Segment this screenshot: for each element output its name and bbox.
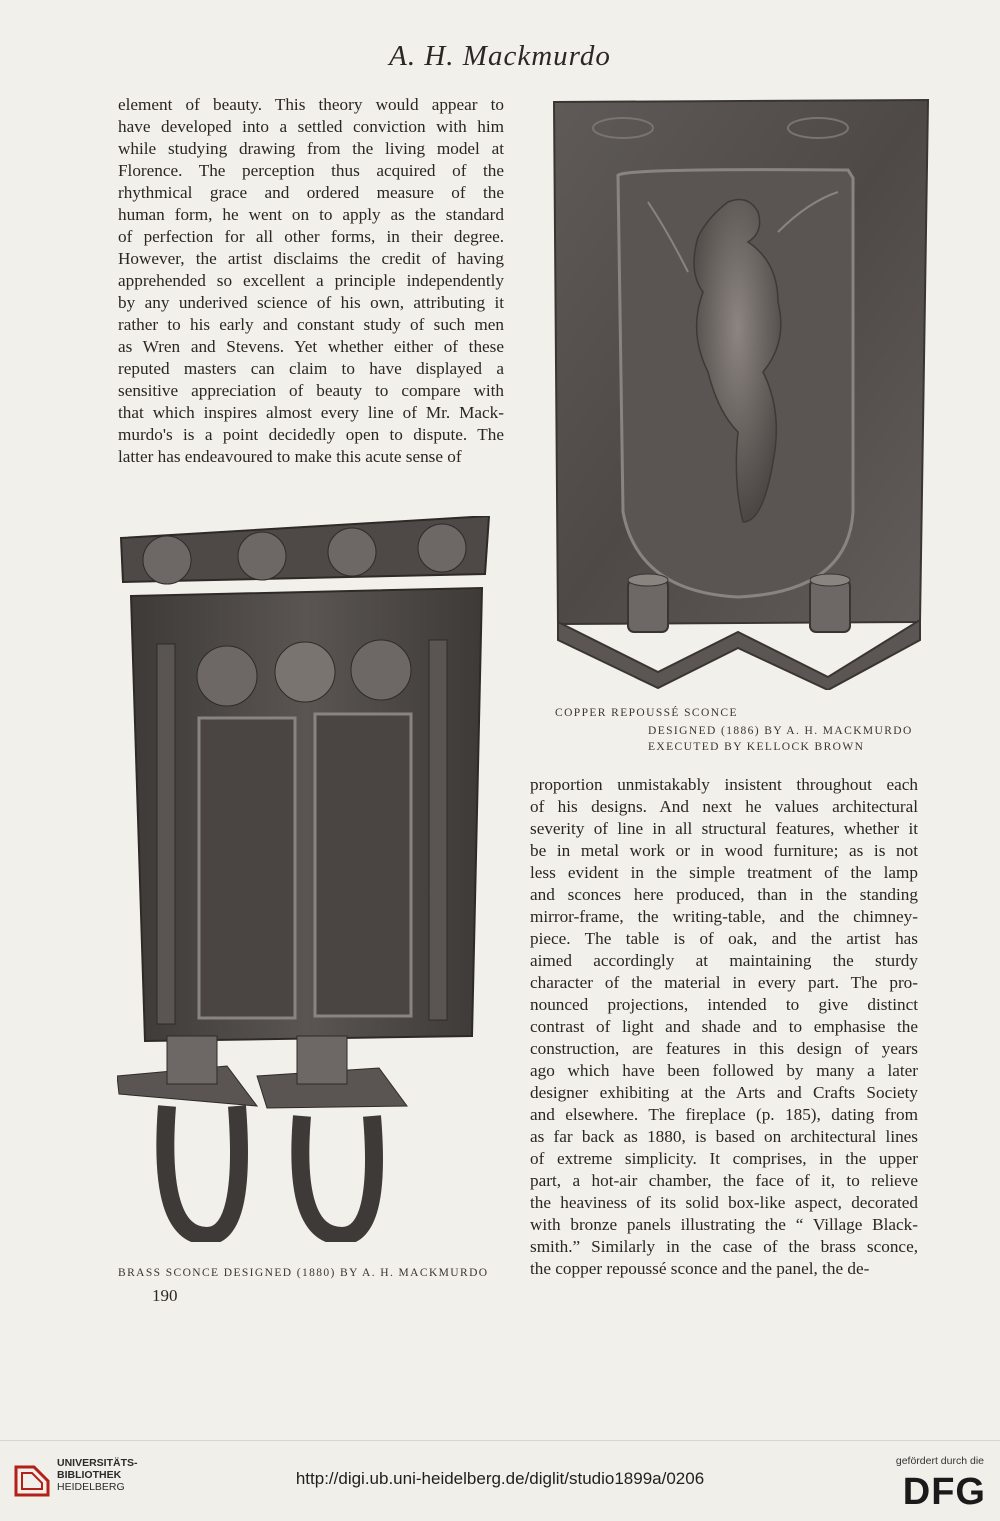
- text-line: rhythmical grace and ordered measure of the: [118, 183, 504, 202]
- text-line: that which inspires almost every line of Mr. Mack-: [118, 403, 504, 422]
- text-line: murdo's is a point decidedly open to dispute. The: [118, 425, 504, 444]
- right-column-text: [530, 774, 918, 1280]
- text-line: Florence. The perception thus acquired of the: [118, 161, 504, 180]
- text-line: ago which have been followed by many a later: [530, 1061, 918, 1080]
- library-name-line2: BIBLIOTHEK: [57, 1469, 122, 1481]
- brass-caption: BRASS SCONCE DESIGNED (1880) BY A. H. MACKMURDO: [118, 1267, 489, 1279]
- text-line: severity of line in all structural features, whether it: [530, 819, 918, 838]
- text-line: smith.” Similarly in the case of the brass sconce,: [530, 1237, 918, 1256]
- text-line: have developed into a settled conviction with him: [118, 117, 504, 136]
- text-line: rather to his early and constant study of such men: [118, 315, 504, 334]
- text-line: character of the material in every part. The pro-: [530, 973, 918, 992]
- text-line: piece. The table is of oak, and the artist has: [530, 929, 918, 948]
- text-line: designer exhibiting at the Arts and Crafts Society: [530, 1083, 918, 1102]
- text-line: mirror-frame, the writing-table, and the chimney-: [530, 907, 918, 926]
- text-line: reputed masters can claim to have displayed a: [118, 359, 504, 378]
- digitization-footer: [0, 1440, 1000, 1521]
- text-line: of extreme simplicity. It comprises, in the upper: [530, 1149, 918, 1168]
- text-line: human form, he went on to apply as the standard: [118, 205, 504, 224]
- text-line: less evident in the simple treatment of the lamp: [530, 863, 918, 882]
- text-line: However, the artist disclaims the credit of having: [118, 249, 504, 268]
- text-line: aimed accordingly at maintaining the sturdy: [530, 951, 918, 970]
- dfg-logo: DFG: [902, 1471, 986, 1513]
- brass-sconce-illustration: [117, 516, 491, 1242]
- text-line: with bronze panels illustrating the “ Village Black-: [530, 1215, 918, 1234]
- left-column-text: [118, 94, 504, 468]
- text-line: element of beauty. This theory would appear to: [118, 95, 504, 114]
- text-line: contrast of light and shade and to emphasise the: [530, 1017, 918, 1036]
- library-name-line1: UNIVERSITÄTS-: [57, 1457, 138, 1469]
- text-line: proportion unmistakably insistent throughout each: [530, 775, 918, 794]
- text-line: while studying drawing from the living model at: [118, 139, 504, 158]
- text-line: the copper repoussé sconce and the panel, the de-: [530, 1259, 870, 1278]
- funded-by-label: gefördert durch die: [895, 1455, 984, 1467]
- page-number: 190: [152, 1286, 178, 1305]
- library-name-line3: HEIDELBERG: [57, 1481, 125, 1493]
- text-line: sensitive appreciation of beauty to compare with: [118, 381, 504, 400]
- copper-caption-title: COPPER REPOUSSÉ SCONCE: [555, 707, 738, 719]
- text-line: construction, are features in this design of years: [530, 1039, 918, 1058]
- copper-sconce-illustration: [548, 92, 933, 690]
- copper-caption-designed: DESIGNED (1886) BY A. H. MACKMURDO: [648, 725, 913, 737]
- text-line: of perfection for all other forms, in their degree.: [118, 227, 504, 246]
- text-line: apprehended so excellent a principle independently: [118, 271, 504, 290]
- text-line: the heaviness of its solid box-like aspect, decorated: [530, 1193, 918, 1212]
- text-line: latter has endeavoured to make this acute sense of: [118, 447, 462, 466]
- text-line: and elsewhere. The fireplace (p. 185), dating from: [530, 1105, 918, 1124]
- text-line: as Wren and Stevens. Yet whether either of these: [118, 337, 504, 356]
- running-head: A. H. Mackmurdo: [389, 40, 611, 72]
- text-line: as far back as 1880, is based on architectural lines: [530, 1127, 918, 1146]
- text-line: by any underived science of his own, attributing it: [118, 293, 504, 312]
- text-line: of his designs. And next he values architectural: [530, 797, 918, 816]
- text-line: part, a hot-air chamber, the face of it, to relieve: [530, 1171, 918, 1190]
- text-line: and sconces here produced, than in the standing: [530, 885, 918, 904]
- copper-caption-executed: EXECUTED BY KELLOCK BROWN: [648, 741, 865, 753]
- text-line: nounced projections, intended to give distinct: [530, 995, 918, 1014]
- source-url-link[interactable]: http://digi.ub.uni-heidelberg.de/diglit/studio1899a/0206: [295, 1469, 705, 1488]
- text-line: be in metal work or in wood furniture; as is not: [530, 841, 918, 860]
